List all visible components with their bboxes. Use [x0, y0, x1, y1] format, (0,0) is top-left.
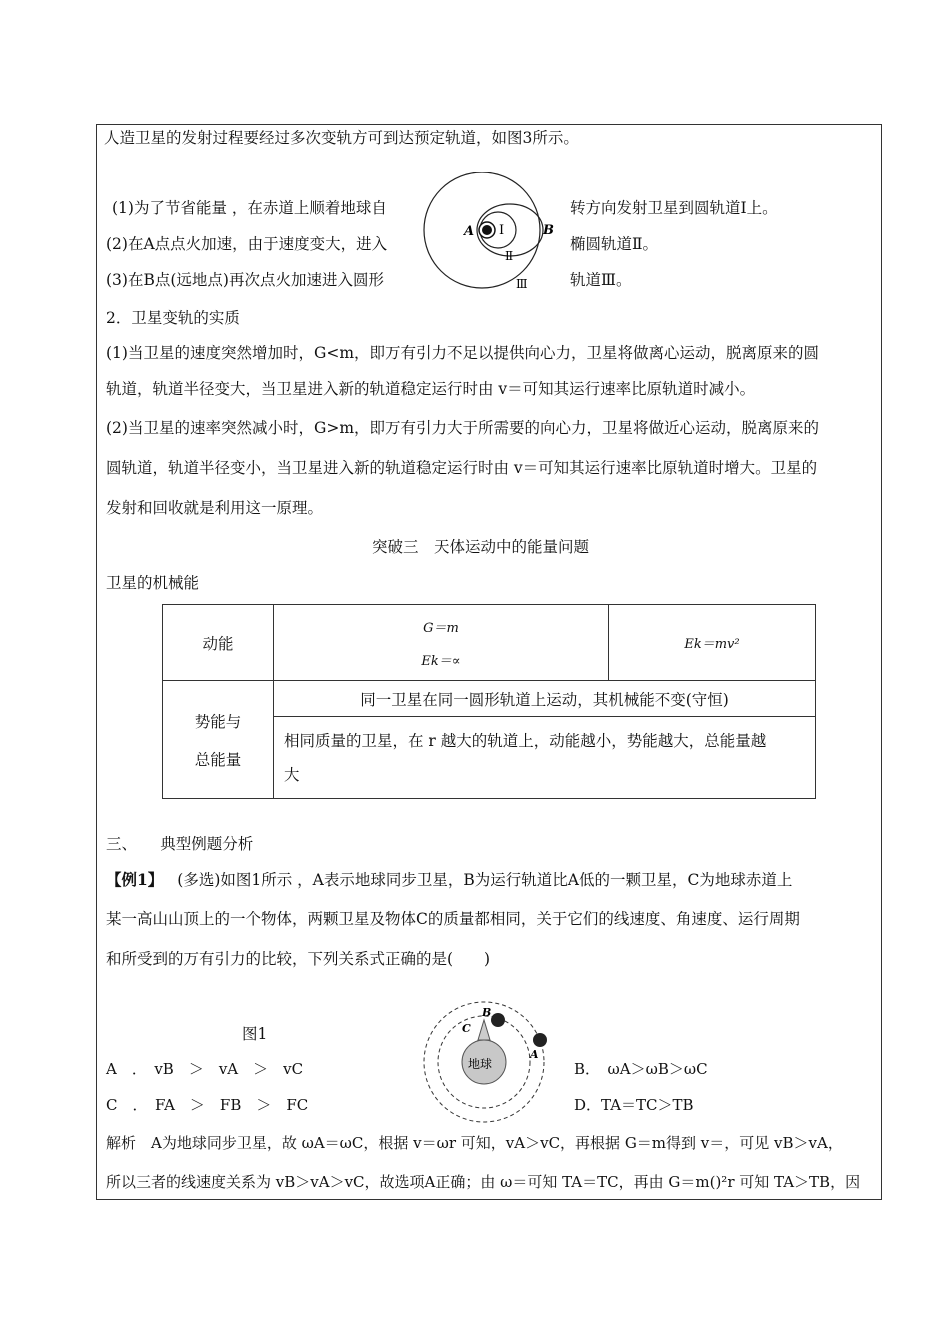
step3-left: (3)在B点(远地点)再次点火加速进入圆形 — [106, 271, 384, 289]
row2b-line1: 相同质量的卫星，在 r 越大的轨道上，动能越小，势能越大，总能量越 — [284, 731, 767, 750]
section2-p2-line1: (2)当卫星的速率突然减小时，G>m，即万有引力大于所需要的向心力，卫星将做近心运动，脱离原来的 — [106, 419, 820, 437]
label-b: B — [543, 223, 554, 238]
label-iii: Ⅲ — [516, 277, 528, 291]
example1-line3: 和所受到的万有引力的比较，下列关系式正确的是( ) — [106, 950, 491, 968]
row2b-cell — [274, 717, 816, 799]
analysis-line2: 所以三者的线速度关系为 vB＞vA＞vC，故选项A正确；由 ω＝可知 TA＝TC，再由 G＝m()²r 可知 TA＞TB，因 — [106, 1173, 861, 1191]
section2-title: 2．卫星变轨的实质 — [106, 309, 240, 327]
orbit-transfer-figure — [420, 172, 570, 294]
kinetic-label-cell — [163, 605, 274, 681]
section2-p1-line1: (1)当卫星的速度突然增加时，G<m，即万有引力不足以提供向心力，卫星将做离心运动，脱离原来的圆 — [106, 344, 820, 362]
step2-left: (2)在A点点火加速，由于速度变大，进入 — [106, 235, 388, 253]
fig1-label-b: B — [482, 1006, 492, 1019]
intro-text: 人造卫星的发射过程要经过多次变轨方可到达预定轨道，如图3所示。 — [104, 129, 579, 147]
kinetic-formula-3-cell — [609, 605, 816, 681]
option-c[interactable]: C ． FA ＞ FB ＞ FC — [106, 1096, 309, 1114]
section3-title: 三、 典型例题分析 — [106, 835, 254, 853]
kinetic-formula-3: Ek＝mv² — [684, 637, 740, 652]
fig1-label: 图1 — [242, 1025, 268, 1043]
mountain-peak — [478, 1020, 490, 1040]
kinetic-formula-cell — [274, 605, 609, 681]
satellite-a — [533, 1033, 547, 1047]
fig1-label-c: C — [462, 1022, 471, 1035]
row2a-text: 同一卫星在同一圆形轨道上运动，其机械能不变(守恒) — [360, 690, 729, 709]
energy-table — [162, 604, 816, 799]
kinetic-formula-2: Ek＝∝ — [421, 653, 461, 669]
example1-tag: 【例1】 — [106, 870, 164, 889]
row2b-line2: 大 — [284, 765, 300, 784]
analysis-line1: 解析 A为地球同步卫星，故 ωA＝ωC，根据 v＝ωr 可知，vA＞vC，再根据 G＝m得到 v＝，可见 vB＞vA， — [106, 1134, 843, 1152]
label-i: Ⅰ — [499, 223, 505, 238]
breakthrough3-title: 突破三 天体运动中的能量问题 — [372, 538, 590, 556]
section2-p2-line3: 发射和回收就是利用这一原理。 — [106, 499, 324, 517]
satellite-figure — [416, 1000, 566, 1124]
row2a-cell — [274, 681, 816, 717]
kinetic-formula-1: G＝m — [423, 620, 459, 636]
kinetic-label: 动能 — [202, 634, 234, 653]
option-b[interactable]: B． ωA＞ωB＞ωC — [574, 1060, 708, 1078]
label-ii: Ⅱ — [505, 249, 514, 263]
step1-left: (1)为了节省能量 ，在赤道上顺着地球自 — [112, 199, 387, 217]
option-d[interactable]: D．TA＝TC＞TB — [574, 1096, 694, 1114]
potential-label-1: 势能与 — [194, 712, 242, 731]
option-a[interactable]: A ． vB ＞ vA ＞ vC — [106, 1060, 304, 1078]
step2-right: 椭圆轨道Ⅱ。 — [570, 235, 659, 253]
example1-line1-text: (多选)如图1所示 ，A表示地球同步卫星，B为运行轨道比A低的一颗卫星，C为地球赤道上 — [177, 871, 793, 889]
label-a: A — [464, 224, 475, 239]
step3-right: 轨道Ⅲ。 — [570, 271, 632, 289]
section2-p1-line2: 轨道，轨道半径变大，当卫星进入新的轨道稳定运行时由 v＝可知其运行速率比原轨道时减小。 — [106, 380, 756, 398]
example1-line2: 某一高山山顶上的一个物体，两颗卫星及物体C的质量都相同，关于它们的线速度、角速度、运行周期 — [106, 910, 800, 928]
potential-label-2: 总能量 — [194, 750, 242, 769]
example1-line1 — [106, 870, 792, 890]
breakthrough3-subtitle: 卫星的机械能 — [106, 574, 200, 592]
section2-p2-line2: 圆轨道，轨道半径变小，当卫星进入新的轨道稳定运行时由 v＝可知其运行速率比原轨道时增大。卫星的 — [106, 459, 818, 477]
potential-label-cell — [163, 681, 274, 799]
step1-right: 转方向发射卫星到圆轨道Ⅰ上。 — [570, 199, 778, 217]
fig1-label-a: A — [530, 1048, 539, 1061]
earth-label: 地球 — [468, 1057, 493, 1071]
satellite-b — [491, 1013, 505, 1027]
